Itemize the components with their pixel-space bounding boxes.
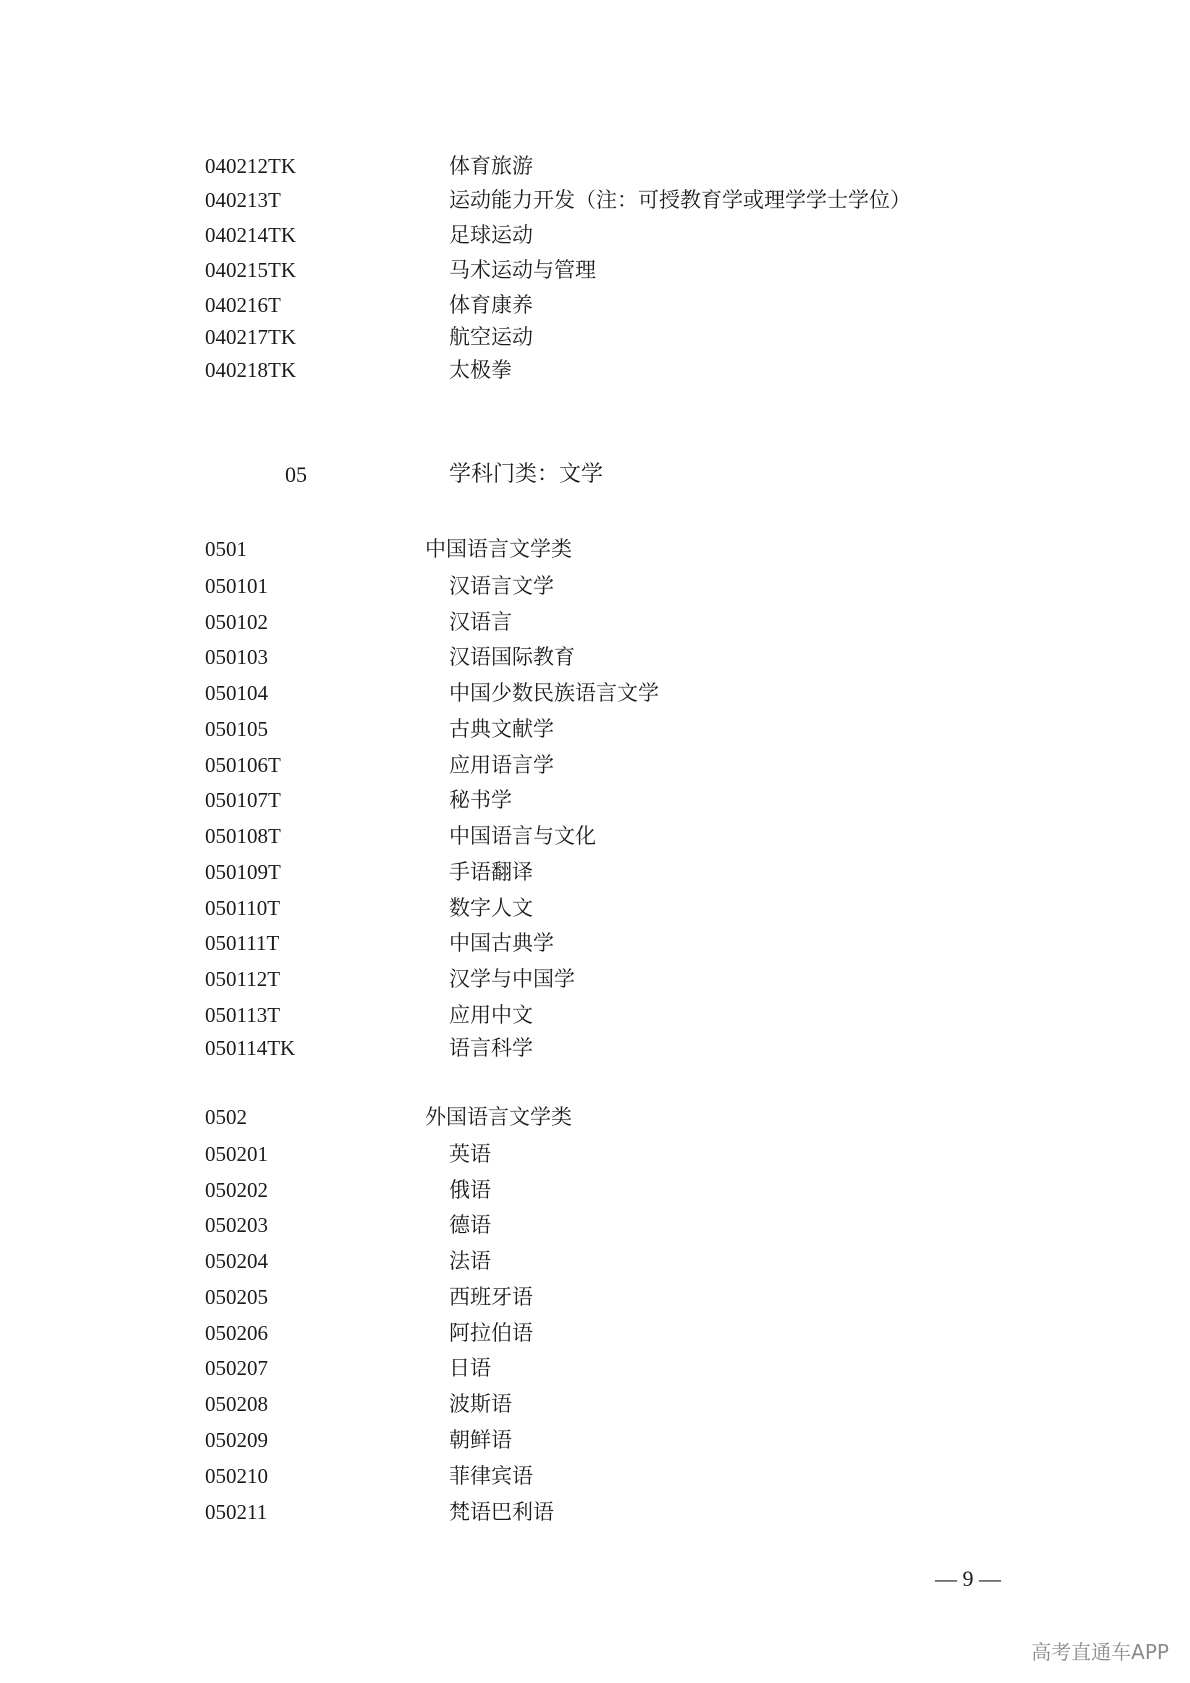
- major-row: [0, 1209, 1190, 1241]
- major-name: 航空运动: [449, 325, 533, 349]
- major-row: [0, 820, 1190, 852]
- major-name: 秘书学: [449, 788, 512, 812]
- major-code: 040214TK: [205, 223, 296, 247]
- major-row: [0, 1352, 1190, 1384]
- major-name: 体育旅游: [449, 154, 533, 178]
- category-title: 学科门类：文学: [449, 462, 604, 487]
- major-name: 应用中文: [449, 1003, 533, 1027]
- major-code: 050204: [205, 1249, 268, 1273]
- major-code: 050207: [205, 1356, 268, 1380]
- major-name: 俄语: [449, 1178, 491, 1202]
- major-row: [0, 999, 1190, 1031]
- class-code: 0501: [205, 537, 247, 561]
- major-code: 050102: [205, 610, 268, 634]
- major-row: [0, 1032, 1190, 1064]
- major-name: 语言科学: [449, 1036, 533, 1060]
- major-row: [0, 254, 1190, 286]
- major-code: 040215TK: [205, 258, 296, 282]
- major-row: [0, 219, 1190, 251]
- major-name: 中国少数民族语言文学: [449, 681, 659, 705]
- major-row: [0, 713, 1190, 745]
- major-name: 应用语言学: [449, 753, 554, 777]
- major-row: [0, 1496, 1190, 1528]
- major-row: [0, 1317, 1190, 1349]
- major-name: 菲律宾语: [449, 1464, 533, 1488]
- major-name: 阿拉伯语: [449, 1321, 533, 1345]
- major-row: [0, 150, 1190, 182]
- class-name: 外国语言文学类: [425, 1105, 572, 1129]
- major-code: 050206: [205, 1321, 268, 1345]
- major-code: 040213T: [205, 188, 281, 212]
- major-code: 050110T: [205, 896, 281, 920]
- major-row: [0, 606, 1190, 638]
- major-row: [0, 1245, 1190, 1277]
- major-name: 朝鲜语: [449, 1428, 512, 1452]
- major-code: 050209: [205, 1428, 268, 1452]
- major-row: [0, 1281, 1190, 1313]
- major-code: 050105: [205, 717, 268, 741]
- major-name: 法语: [449, 1249, 491, 1273]
- major-row: [0, 184, 1190, 216]
- major-row: [0, 570, 1190, 602]
- major-code: 050203: [205, 1213, 268, 1237]
- major-code: 050210: [205, 1464, 268, 1488]
- major-row: [0, 1424, 1190, 1456]
- major-name: 汉语言: [449, 610, 512, 634]
- major-code: 050108T: [205, 824, 281, 848]
- major-name: 中国语言与文化: [449, 824, 596, 848]
- major-row: [0, 749, 1190, 781]
- major-name: 古典文献学: [449, 717, 554, 741]
- major-row: [0, 677, 1190, 709]
- major-name: 运动能力开发（注：可授教育学或理学学士学位）: [449, 188, 911, 212]
- major-code: 050113T: [205, 1003, 281, 1027]
- major-code: 050101: [205, 574, 268, 598]
- major-row: [0, 289, 1190, 321]
- major-code: 050106T: [205, 753, 281, 777]
- major-name: 数字人文: [449, 896, 533, 920]
- major-code: 050107T: [205, 788, 281, 812]
- major-name: 西班牙语: [449, 1285, 533, 1309]
- class-code: 0502: [205, 1105, 247, 1129]
- major-name: 日语: [449, 1356, 491, 1380]
- major-code: 050114TK: [205, 1036, 296, 1060]
- page-number: — 9 —: [935, 1566, 1001, 1591]
- category-heading: [0, 459, 1190, 491]
- major-name: 汉语言文学: [449, 574, 554, 598]
- major-name: 太极拳: [449, 358, 512, 382]
- major-code: 050211: [205, 1500, 268, 1524]
- category-code: 05: [285, 462, 307, 487]
- major-name: 德语: [449, 1213, 491, 1237]
- major-row: [0, 784, 1190, 816]
- major-name: 梵语巴利语: [449, 1500, 554, 1524]
- major-code: 040218TK: [205, 358, 296, 382]
- major-row: [0, 321, 1190, 353]
- major-name: 体育康养: [449, 293, 533, 317]
- major-code: 050103: [205, 645, 268, 669]
- major-name: 中国古典学: [449, 931, 554, 955]
- major-code: 050112T: [205, 967, 281, 991]
- major-row: [0, 927, 1190, 959]
- major-code: 050104: [205, 681, 268, 705]
- class-heading-0501: [0, 533, 1190, 565]
- major-name: 马术运动与管理: [449, 258, 596, 282]
- major-name: 手语翻译: [449, 860, 533, 884]
- major-row: [0, 1138, 1190, 1170]
- major-name: 汉语国际教育: [449, 645, 575, 669]
- major-code: 050205: [205, 1285, 268, 1309]
- major-row: [0, 354, 1190, 386]
- major-code: 050201: [205, 1142, 268, 1166]
- major-row: [0, 1388, 1190, 1420]
- major-row: [0, 856, 1190, 888]
- major-code: 050202: [205, 1178, 268, 1202]
- major-name: 汉学与中国学: [449, 967, 575, 991]
- major-code: 040212TK: [205, 154, 296, 178]
- major-code: 050208: [205, 1392, 268, 1416]
- major-name: 英语: [449, 1142, 491, 1166]
- major-row: [0, 892, 1190, 924]
- major-code: 050109T: [205, 860, 281, 884]
- major-row: [0, 1460, 1190, 1492]
- major-row: [0, 963, 1190, 995]
- major-row: [0, 641, 1190, 673]
- major-name: 足球运动: [449, 223, 533, 247]
- major-code: 050111T: [205, 931, 280, 955]
- major-name: 波斯语: [449, 1392, 512, 1416]
- major-code: 040216T: [205, 293, 281, 317]
- major-code: 040217TK: [205, 325, 296, 349]
- class-name: 中国语言文学类: [425, 537, 572, 561]
- major-row: [0, 1174, 1190, 1206]
- watermark: 高考直通车APP: [1031, 1640, 1169, 1664]
- class-heading-0502: [0, 1101, 1190, 1133]
